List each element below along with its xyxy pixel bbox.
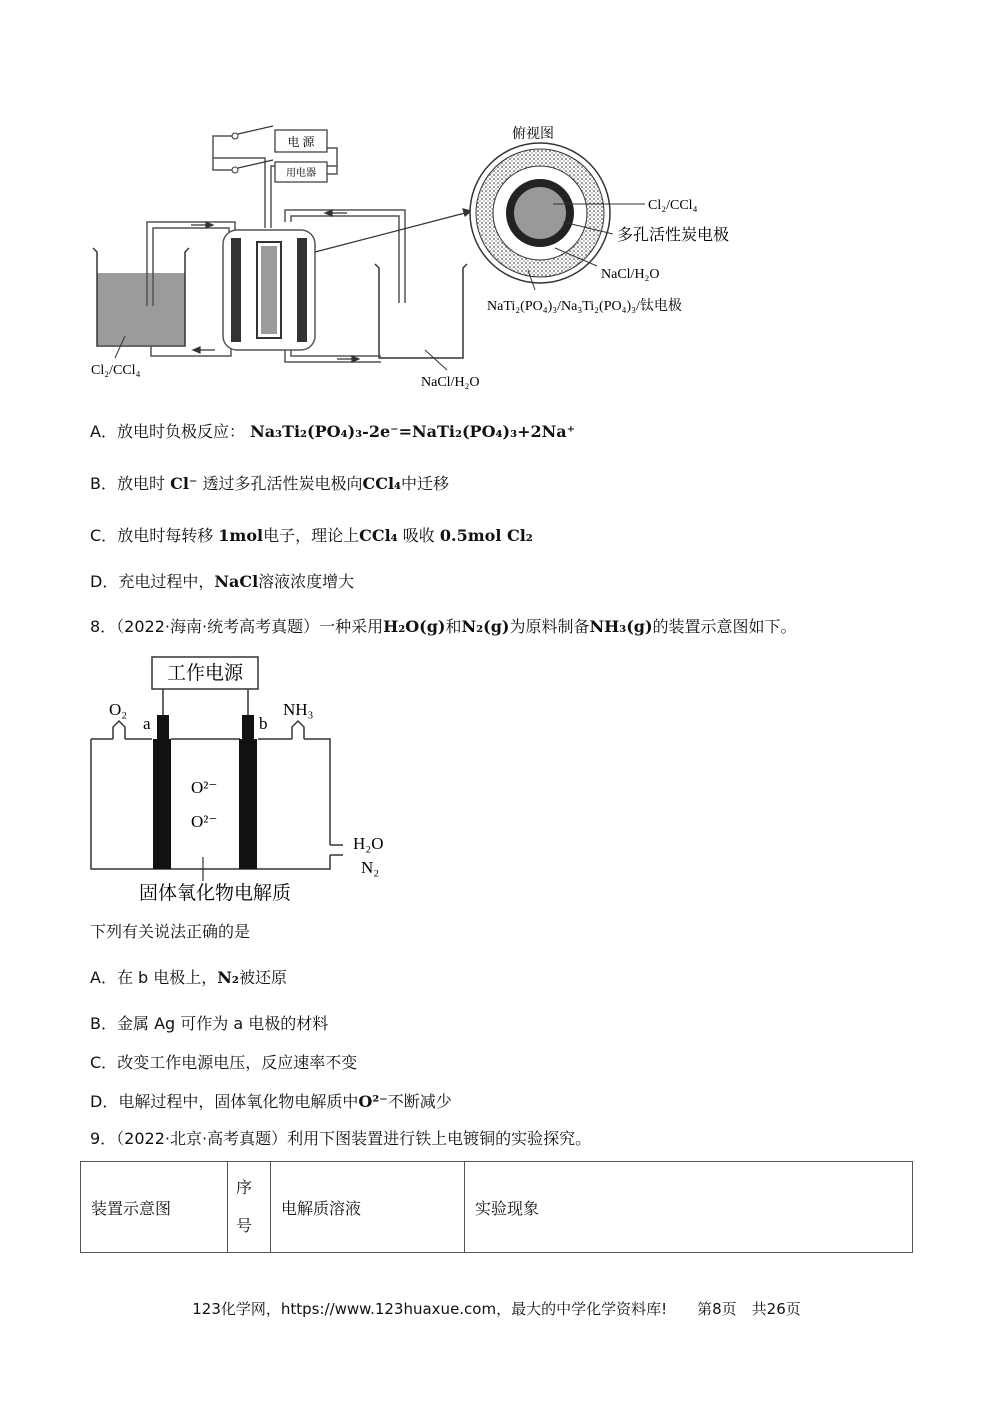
o2-label: O₂: [109, 700, 128, 719]
q7-a-formula: Na₃Ti₂(PO₄)₃-2e⁻=NaTi₂(PO₄)₃+2Na⁺: [250, 422, 576, 441]
callout-ti-electrode: NaTi₂(PO₄)₃/Na₃Ti₂(PO₄)₃/钛电极: [487, 299, 682, 314]
electrode-a-label: a: [143, 714, 151, 733]
power-supply-label: 工作电源: [166, 663, 244, 684]
q7-option-b: B．放电时 Cl⁻ 透过多孔活性炭电极向CCl₄中迁移: [90, 474, 450, 493]
q8-option-d: D．电解过程中，固体氧化物电解质中O²⁻不断减少: [90, 1092, 452, 1111]
electrode-a: [153, 739, 171, 869]
n2-inlet-label: N₂: [361, 858, 380, 877]
right-beaker-label: NaCl/H₂O: [421, 375, 480, 390]
appliance-label: 用电器: [286, 168, 316, 179]
callout-carbon-electrode: 多孔活性炭电极: [617, 227, 730, 244]
h2o-inlet-label: H₂O: [353, 834, 384, 853]
left-beaker-label: Cl₂/CCl₄: [91, 363, 141, 378]
electrolyte-label: 固体氧化物电解质: [138, 883, 292, 904]
q8-prompt: 下列有关说法正确的是: [90, 922, 251, 941]
electrode-b-label: b: [259, 714, 268, 733]
q8-option-b: B．金属 Ag 可作为 a 电极的材料: [90, 1014, 329, 1033]
q7-option-a: A．放电时负极反应： Na₃Ti₂(PO₄)₃-2e⁻=NaTi₂(PO₄)₃+2Na⁺: [90, 422, 576, 441]
header-phenomenon: 实验现象: [465, 1162, 913, 1253]
q7-option-d: D．充电过程中，NaCl溶液浓度增大: [90, 572, 355, 591]
q8-option-c: C．改变工作电源电压，反应速率不变: [90, 1053, 358, 1072]
header-apparatus: 装置示意图: [81, 1162, 228, 1253]
figure-electrolysis-cell: [85, 655, 415, 910]
right-beaker: [375, 264, 467, 358]
table-row: [81, 1162, 913, 1253]
page-footer: 123化学网，https://www.123huaxue.com，最大的中学化学资料库! 第8页 共26页: [192, 1300, 801, 1318]
q9-experiment-table: [80, 1161, 913, 1253]
callout-cl2-ccl4: Cl₂/CCl₄: [648, 198, 698, 213]
electrode-b: [239, 739, 257, 869]
top-view-diagram: [470, 143, 610, 283]
left-beaker: [93, 248, 189, 346]
header-electrolyte: 电解质溶液: [271, 1162, 465, 1253]
q7-option-c: C．放电时每转移 1mol电子，理论上CCl₄ 吸收 0.5mol Cl₂: [90, 526, 533, 545]
q8-option-a: A．在 b 电极上，N₂被还原: [90, 968, 287, 987]
power-label: 电 源: [287, 135, 315, 149]
top-view-title: 俯视图: [512, 127, 554, 142]
figure-flow-battery: [85, 118, 745, 400]
q9-stem: 9．（2022·北京·高考真题）利用下图装置进行铁上电镀铜的实验探究。: [90, 1129, 592, 1148]
callout-nacl-h2o: NaCl/H₂O: [601, 267, 660, 282]
oxide-ion-1: O²⁻: [191, 778, 218, 797]
q8-stem: 8．（2022·海南·统考高考真题）一种采用H₂O(g)和N₂(g)为原料制备NH₃(g)的装置示意图如下。: [90, 617, 797, 636]
header-index: 序号: [228, 1162, 271, 1253]
oxide-ion-2: O²⁻: [191, 812, 218, 831]
nh3-label: NH₃: [283, 700, 314, 719]
